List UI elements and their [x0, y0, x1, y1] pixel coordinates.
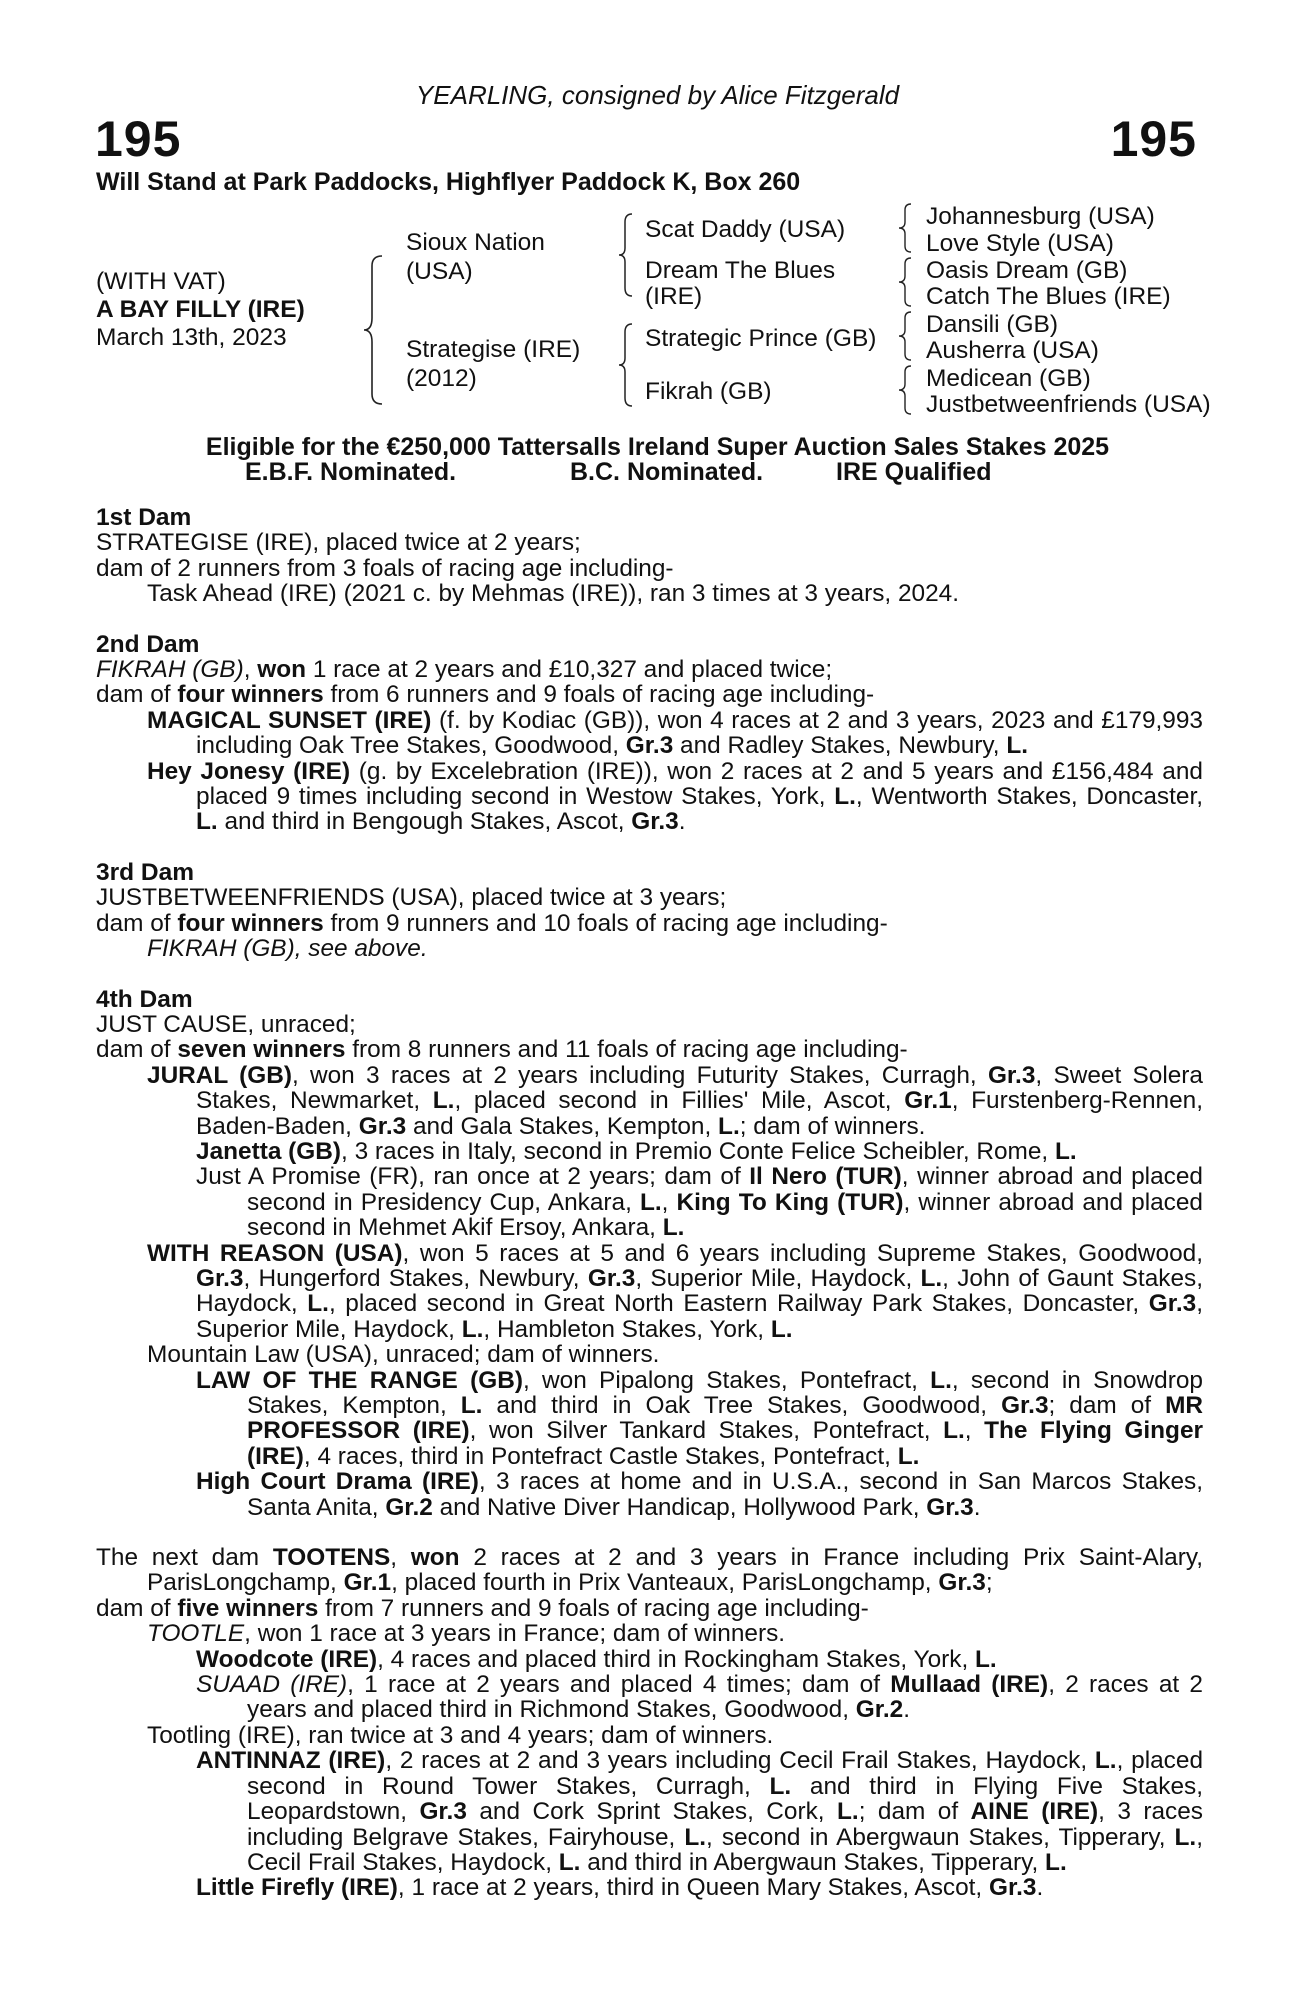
- lot-number-left: 195: [95, 111, 182, 167]
- produce-entry: TOOTLE, won 1 race at 3 years in France; dam of winners.: [147, 1620, 786, 1648]
- sire-sire-sire: Johannesburg (USA): [926, 203, 1155, 230]
- dam-dam-sire: Medicean (GB): [926, 365, 1091, 392]
- first-dam-section: [96, 505, 1203, 607]
- produce-line: dam of 2 runners from 3 foals of racing age including-: [96, 554, 674, 582]
- sd-bracket: [898, 256, 916, 308]
- sire-sire-dam: Love Style (USA): [926, 230, 1114, 257]
- dam-bracket: [618, 322, 638, 408]
- section-heading: 4th Dam: [96, 985, 193, 1013]
- vat-note: (WITH VAT): [96, 268, 226, 295]
- produce-entry: SUAAD (IRE), 1 race at 2 years and placed 4 times; dam of Mullaad (IRE), 2 races at 2 years and placed third in Richmond Stakes, Goodwood, Gr.2.: [196, 1671, 1203, 1724]
- dam-line: JUST CAUSE, unraced;: [96, 1010, 356, 1038]
- sire-country: (USA): [406, 258, 473, 285]
- lot-name: A BAY FILLY (IRE): [96, 296, 305, 323]
- dam-sire: Strategic Prince (GB): [645, 325, 877, 352]
- section-heading: 2nd Dam: [96, 630, 200, 658]
- produce-entry: JURAL (GB), won 3 races at 2 years including Futurity Stakes, Curragh, Gr.3, Sweet Solera Stakes, Newmarket, L., placed second in Fillies' Mile, Ascot, Gr.1, Furstenberg-Rennen, Baden-Baden, Gr.3 and Gala Stakes, Kempton, L.; dam of winners.: [147, 1061, 1203, 1140]
- fourth-dam-section: [96, 987, 1203, 1521]
- dam-dam: Fikrah (GB): [645, 378, 772, 405]
- produce-entry: High Court Drama (IRE), 3 races at home and in U.S.A., second in San Marcos Stakes, Santa Anita, Gr.2 and Native Diver Handicap, Hollywood Park, Gr.3.: [196, 1468, 1203, 1521]
- dam-dam-dam: Justbetweenfriends (USA): [926, 391, 1211, 418]
- dam-year: (2012): [406, 365, 477, 392]
- ds-bracket: [898, 310, 916, 362]
- produce-entry: Tootling (IRE), ran twice at 3 and 4 years; dam of winners.: [147, 1721, 774, 1749]
- ire-qualified: IRE Qualified: [836, 458, 992, 486]
- sire-sire: Scat Daddy (USA): [645, 216, 846, 243]
- dam-line: JUSTBETWEENFRIENDS (USA), placed twice at 3 years;: [96, 884, 727, 912]
- dam-sire-dam: Ausherra (USA): [926, 337, 1099, 364]
- produce-line: dam of seven winners from 8 runners and 11 foals of racing age including-: [96, 1036, 908, 1064]
- sire-dam: Dream The Blues: [645, 257, 836, 284]
- produce-entry: Mountain Law (USA), unraced; dam of winners.: [147, 1341, 660, 1369]
- dd-bracket: [898, 364, 916, 416]
- produce-entry: WITH REASON (USA), won 5 races at 5 and 6 years including Supreme Stakes, Goodwood, Gr.3, Hungerford Stakes, Newbury, Gr.3, Superior Mile, Haydock, L., John of Gaunt Stakes, Haydock, L., placed second in Great North Eastern Railway Park Stakes, Doncaster, Gr.3, Superior Mile, Haydock, L., Hambleton Stakes, York, L.: [147, 1239, 1203, 1343]
- dam-name: Strategise (IRE): [406, 336, 581, 363]
- second-dam-section: [96, 632, 1203, 835]
- sire-bracket: [618, 212, 638, 298]
- section-heading: 1st Dam: [96, 504, 192, 531]
- produce-line: dam of four winners from 6 runners and 9 foals of racing age including-: [96, 681, 875, 709]
- produce-line: dam of four winners from 9 runners and 10 foals of racing age including-: [96, 909, 888, 937]
- sire-name: Sioux Nation: [406, 229, 545, 256]
- consignment-line: YEARLING, consigned by Alice Fitzgerald: [415, 80, 900, 110]
- third-dam-section: [96, 860, 1203, 962]
- produce-entry: Woodcote (IRE), 4 races and placed third in Rockingham Stakes, York, L.: [196, 1645, 997, 1673]
- dam-line: STRATEGISE (IRE), placed twice at 2 years;: [96, 529, 581, 557]
- produce-entry: LAW OF THE RANGE (GB), won Pipalong Stakes, Pontefract, L., second in Snowdrop Stakes, Kempton, L. and third in Oak Tree Stakes, Goodwood, Gr.3; dam of MR PROFESSOR (IRE), won Silver Tankard Stakes, Pontefract, L., The Flying Ginger (IRE), 4 races, third in Pontefract Castle Stakes, Pontefract, L.: [196, 1366, 1203, 1470]
- dam-line: FIKRAH (GB), won 1 race at 2 years and £10,327 and placed twice;: [96, 656, 833, 684]
- produce-entry: Task Ahead (IRE) (2021 c. by Mehmas (IRE)), ran 3 times at 3 years, 2024.: [147, 580, 959, 608]
- produce-entry: Janetta (GB), 3 races in Italy, second in Premio Conte Felice Scheibler, Rome, L.: [196, 1137, 1077, 1165]
- produce-entry: MAGICAL SUNSET (IRE) (f. by Kodiac (GB)), won 4 races at 2 and 3 years, 2023 and £179,993 including Oak Tree Stakes, Goodwood, Gr.3 and Radley Stakes, Newbury, L.: [147, 706, 1203, 760]
- lot-bracket: [362, 254, 392, 406]
- produce-entry: ANTINNAZ (IRE), 2 races at 2 and 3 years including Cecil Frail Stakes, Haydock, L., placed second in Round Tower Stakes, Curragh, L. and third in Flying Five Stakes, Leopardstown, Gr.3 and Cork Sprint Stakes, Cork, L.; dam of AINE (IRE), 3 races including Belgrave Stakes, Fairyhouse, L., second in Abergwaun Stakes, Tipperary, L., Cecil Frail Stakes, Haydock, L. and third in Abergwaun Stakes, Tipperary, L.: [196, 1747, 1204, 1876]
- ebf-nominated: E.B.F. Nominated.: [245, 458, 457, 486]
- stand-location: Will Stand at Park Paddocks, Highflyer Paddock K, Box 260: [96, 168, 801, 196]
- dam-sire-sire: Dansili (GB): [926, 311, 1059, 338]
- bc-nominated: B.C. Nominated.: [570, 458, 764, 486]
- produce-entry: Little Firefly (IRE), 1 race at 2 years, third in Queen Mary Stakes, Ascot, Gr.3.: [196, 1874, 1044, 1902]
- next-dam-section: [96, 1545, 1203, 1901]
- section-heading: 3rd Dam: [96, 858, 195, 886]
- sire-dam-dam: Catch The Blues (IRE): [926, 283, 1171, 310]
- ss-bracket: [898, 202, 916, 254]
- produce-line: dam of five winners from 7 runners and 9 foals of racing age including-: [96, 1594, 869, 1622]
- produce-entry: Hey Jonesy (IRE) (g. by Excelebration (IRE)), won 2 races at 2 and 5 years and £156,484 and placed 9 times including second in Westow Stakes, York, L., Wentworth Stakes, Doncaster, L. and third in Bengough Stakes, Ascot, Gr.3.: [147, 757, 1204, 836]
- eligibility-line: Eligible for the €250,000 Tattersalls Ireland Super Auction Sales Stakes 2025: [205, 433, 1110, 461]
- dam-line: The next dam TOOTENS, won 2 races at 2 and 3 years in France including Prix Saint-Alary, ParisLongchamp, Gr.1, placed fourth in Prix Vanteaux, ParisLongchamp, Gr.3;: [96, 1544, 1203, 1597]
- produce-entry: Just A Promise (FR), ran once at 2 years; dam of Il Nero (TUR), winner abroad and placed second in Presidency Cup, Ankara, L., King To King (TUR), winner abroad and placed second in Mehmet Akif Ersoy, Ankara, L.: [196, 1163, 1203, 1242]
- foaling-date: March 13th, 2023: [96, 324, 287, 351]
- produce-entry: FIKRAH (GB), see above.: [147, 935, 428, 963]
- catalogue-body: [96, 505, 1203, 1926]
- sire-dam-country: (IRE): [645, 283, 703, 310]
- lot-number-right: 195: [1110, 111, 1197, 167]
- sire-dam-sire: Oasis Dream (GB): [926, 257, 1128, 284]
